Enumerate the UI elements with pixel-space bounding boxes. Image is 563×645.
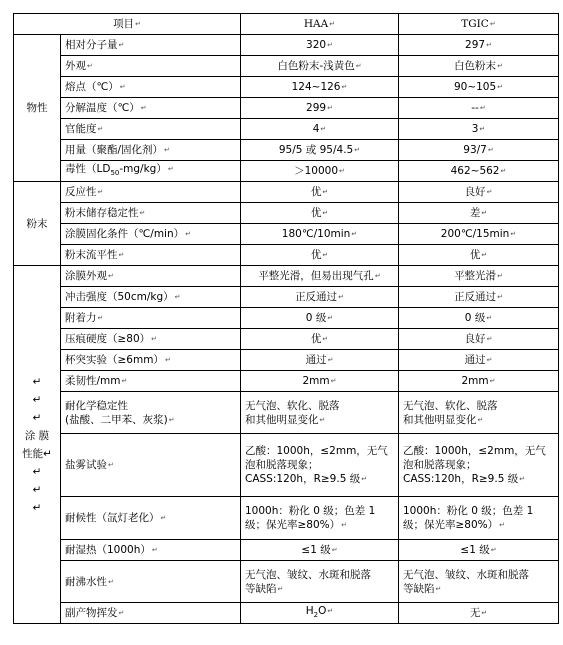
header-row [14, 14, 559, 35]
haa-value: O [318, 604, 327, 617]
group-label-line: ↵ [32, 465, 42, 478]
tgic-value-cell [399, 56, 559, 77]
paragraph-mark-icon: ↵ [108, 272, 114, 280]
tgic-value: 平整光滑 [454, 270, 497, 282]
paragraph-mark-icon: ↵ [140, 104, 147, 112]
tgic-value-cell [399, 287, 559, 308]
table-row [14, 119, 559, 140]
tgic-value: 200℃/15min [440, 228, 510, 240]
paragraph-mark-icon: ↵ [174, 293, 181, 301]
item-text: 附着力 [65, 312, 97, 324]
haa-value-cell [241, 35, 399, 56]
paragraph-mark-icon: ↵ [499, 521, 506, 529]
paragraph-mark-icon: ↵ [339, 167, 345, 175]
paragraph-mark-icon: ↵ [489, 20, 496, 28]
paragraph-mark-icon: ↵ [135, 20, 141, 28]
haa-value: 通过 [305, 354, 327, 366]
item-text: 耐候性（氙灯老化） [65, 512, 160, 524]
comparison-table [13, 13, 559, 624]
item-text: 压痕硬度（≥80） [65, 333, 151, 345]
table-row [14, 182, 559, 203]
table-row [14, 287, 559, 308]
table-row [14, 350, 559, 371]
haa-value: 正反通过 [295, 291, 338, 303]
paragraph-mark-icon: ↵ [486, 335, 493, 343]
header-tgic-label: TGIC [461, 18, 489, 30]
item-cell [61, 371, 241, 392]
tgic-value-cell [399, 329, 559, 350]
paragraph-mark-icon: ↵ [160, 514, 167, 522]
item-cell [61, 497, 241, 540]
paragraph-mark-icon: ↵ [497, 83, 504, 91]
tgic-value: 正反通过 [454, 291, 497, 303]
item-text: 柔韧性/mm [65, 375, 121, 387]
item-cell [61, 98, 241, 119]
paragraph-mark-icon: ↵ [361, 475, 368, 483]
tgic-value-line: 泡和脱落现象； [403, 459, 477, 471]
haa-value-line: CASS:120h，R≥9.5 级 [245, 473, 361, 485]
tgic-value-line: 和其他明显变化 [403, 413, 477, 426]
tgic-value-cell [399, 540, 559, 561]
item-text: 毒性（LD [65, 162, 111, 175]
haa-value-cell [241, 603, 399, 624]
haa-value-line: 乙酸：1000h，≤2mm，无气 [245, 445, 388, 457]
header-item-label: 项目 [113, 18, 135, 30]
paragraph-mark-icon: ↵ [490, 546, 497, 554]
tgic-value: 297 [465, 39, 486, 51]
table-row [14, 561, 559, 603]
tgic-value: 通过 [464, 354, 486, 366]
tgic-value-cell [399, 77, 559, 98]
tgic-value-cell [399, 98, 559, 119]
item-text: 粉末流平性 [65, 249, 118, 261]
paragraph-mark-icon: ↵ [327, 41, 333, 49]
table-row [14, 266, 559, 287]
haa-value-cell [241, 119, 399, 140]
paragraph-mark-icon: ↵ [486, 188, 493, 196]
paragraph-mark-icon: ↵ [151, 546, 158, 554]
tgic-value: 462~562 [450, 165, 500, 177]
tgic-value: 良好 [464, 333, 486, 345]
table-row [14, 98, 559, 119]
haa-value: 2mm [302, 375, 330, 387]
haa-value: 320 [306, 39, 327, 51]
haa-value: 299 [306, 102, 327, 114]
table-row [14, 77, 559, 98]
paragraph-mark-icon: ↵ [497, 293, 503, 301]
paragraph-mark-icon: ↵ [354, 146, 361, 154]
paragraph-mark-icon: ↵ [481, 209, 488, 217]
item-cell [61, 308, 241, 329]
table-row [14, 434, 559, 497]
paragraph-mark-icon: ↵ [327, 314, 334, 322]
paragraph-mark-icon: ↵ [486, 314, 493, 322]
tgic-value-cell [399, 371, 559, 392]
group-label-line: ↵ [32, 375, 42, 388]
paragraph-mark-icon: ↵ [277, 584, 284, 593]
item-cell [61, 77, 241, 98]
item-cell [61, 224, 241, 245]
group-label-line: ↵ [32, 411, 42, 424]
tgic-value-line: 无气泡、皱纹、水斑和脱落 [403, 568, 529, 581]
paragraph-mark-icon: ↵ [185, 230, 192, 238]
group-label-line: ↵ [32, 501, 42, 514]
haa-value-cell [241, 350, 399, 371]
haa-value-line: 1000h：粉化 0 级；色差 1 [245, 505, 376, 517]
haa-value: H [305, 604, 314, 617]
haa-value-cell [241, 266, 399, 287]
haa-value-cell [241, 161, 399, 182]
item-cell [61, 140, 241, 161]
item-cell [61, 392, 241, 434]
haa-value: 优 [310, 207, 322, 219]
paragraph-mark-icon: ↵ [97, 125, 104, 133]
item-cell [61, 161, 241, 182]
tgic-value-line: 乙酸：1000h，≤2mm，无气 [403, 445, 546, 457]
item-text: 反应性 [65, 186, 97, 198]
item-text: 涂膜外观 [65, 270, 107, 282]
tgic-value: 差 [469, 207, 481, 219]
table-row [14, 603, 559, 624]
table-body [14, 14, 559, 624]
item-cell [61, 266, 241, 287]
table-row [14, 203, 559, 224]
item-cell [61, 350, 241, 371]
haa-value: 4 [312, 123, 320, 135]
item-line: (盐酸、二甲苯、灰浆) [65, 413, 168, 426]
tgic-value-cell [399, 161, 559, 182]
haa-value: 95/5 或 95/4.5 [278, 144, 354, 156]
paragraph-mark-icon: ↵ [479, 104, 486, 112]
paragraph-mark-icon: ↵ [330, 377, 337, 385]
tgic-value-cell [399, 561, 559, 603]
haa-value-line: 和其他明显变化 [245, 413, 319, 426]
table-row [14, 161, 559, 182]
table-row [14, 540, 559, 561]
tgic-value-cell [399, 392, 559, 434]
tgic-value-cell [399, 245, 559, 266]
paragraph-mark-icon: ↵ [351, 230, 358, 238]
paragraph-mark-icon: ↵ [374, 272, 381, 280]
group-label [14, 35, 61, 182]
group-label [14, 182, 61, 266]
tgic-value-cell [399, 308, 559, 329]
paragraph-mark-icon: ↵ [519, 475, 526, 483]
paragraph-mark-icon: ↵ [119, 83, 126, 91]
item-subscript: 50 [110, 169, 120, 178]
tgic-value-cell [399, 182, 559, 203]
haa-value-cell [241, 203, 399, 224]
tgic-value-line: CASS:120h，R≥9.5 级 [403, 473, 519, 485]
paragraph-mark-icon: ↵ [489, 377, 496, 385]
haa-value-cell [241, 497, 399, 540]
tgic-value: 白色粉末 [454, 60, 497, 72]
tgic-value-line: 等缺陷 [403, 582, 435, 595]
paragraph-mark-icon: ↵ [479, 125, 486, 133]
haa-value-line: 等缺陷 [245, 582, 277, 595]
paragraph-mark-icon: ↵ [121, 377, 128, 385]
item-cell [61, 245, 241, 266]
tgic-value: 2mm [461, 375, 489, 387]
tgic-value: 93/7 [463, 144, 487, 156]
paragraph-mark-icon: ↵ [487, 146, 494, 154]
paragraph-mark-icon: ↵ [500, 167, 507, 175]
haa-value: 优 [310, 333, 322, 345]
haa-value-cell [241, 224, 399, 245]
tgic-value: 3 [471, 123, 479, 135]
haa-value-cell [241, 245, 399, 266]
item-text: 冲击强度（50cm/kg） [65, 291, 174, 303]
item-text: 分解温度（℃） [65, 102, 140, 114]
item-cell [61, 287, 241, 308]
paragraph-mark-icon: ↵ [329, 20, 336, 28]
paragraph-mark-icon: ↵ [164, 356, 171, 364]
table-row [14, 329, 559, 350]
paragraph-mark-icon: ↵ [327, 606, 334, 615]
tgic-value-cell [399, 350, 559, 371]
table-row [14, 392, 559, 434]
paragraph-mark-icon: ↵ [97, 188, 104, 196]
group-label-line: 性能↵ [22, 447, 52, 460]
tgic-value-cell [399, 497, 559, 540]
haa-value-line: 级；保光率≥80%） [245, 519, 341, 531]
tgic-value: 无 [469, 607, 481, 619]
haa-value-cell [241, 392, 399, 434]
paragraph-mark-icon: ↵ [108, 577, 114, 586]
group-label [14, 266, 61, 624]
group-label-line: 物性 [26, 102, 48, 114]
paragraph-mark-icon: ↵ [118, 41, 125, 49]
paragraph-mark-icon: ↵ [355, 62, 362, 70]
paragraph-mark-icon: ↵ [87, 62, 93, 70]
haa-value-cell [241, 329, 399, 350]
header-haa [241, 14, 399, 35]
item-cell [61, 329, 241, 350]
haa-value: 180℃/10min [281, 228, 351, 240]
haa-value: 124~126 [291, 81, 341, 93]
table-row [14, 224, 559, 245]
tgic-value: 90~105 [453, 81, 497, 93]
paragraph-mark-icon: ↵ [327, 104, 333, 112]
haa-value-cell [241, 98, 399, 119]
haa-value-cell [241, 540, 399, 561]
header-tgic [399, 14, 559, 35]
paragraph-mark-icon: ↵ [108, 461, 114, 469]
table-row [14, 56, 559, 77]
paragraph-mark-icon: ↵ [118, 609, 125, 617]
header-haa-label: HAA [303, 18, 329, 30]
table-row [14, 140, 559, 161]
item-cell [61, 203, 241, 224]
item-cell [61, 56, 241, 77]
haa-value-line: 无气泡、皱纹、水斑和脱落 [245, 568, 371, 581]
item-text: 粉末储存稳定性 [65, 207, 139, 219]
haa-value: 平整光滑，但易出现气孔 [258, 270, 374, 282]
paragraph-mark-icon: ↵ [327, 356, 334, 364]
tgic-value-cell [399, 224, 559, 245]
item-text: 外观 [65, 60, 86, 72]
paragraph-mark-icon: ↵ [497, 272, 503, 280]
paragraph-mark-icon: ↵ [322, 188, 329, 196]
tgic-value: 良好 [464, 186, 486, 198]
item-text: 相对分子量 [65, 39, 118, 51]
paragraph-mark-icon: ↵ [322, 209, 329, 217]
paragraph-mark-icon: ↵ [497, 62, 503, 70]
table-row [14, 497, 559, 540]
paragraph-mark-icon: ↵ [481, 251, 488, 259]
tgic-value-cell [399, 35, 559, 56]
paragraph-mark-icon: ↵ [167, 164, 174, 173]
haa-value-cell [241, 434, 399, 497]
paragraph-mark-icon: ↵ [486, 356, 493, 364]
haa-value-subscript: 2 [313, 611, 319, 620]
tgic-value-line: 无气泡、软化、脱落 [403, 399, 498, 412]
paragraph-mark-icon: ↵ [319, 415, 326, 424]
haa-value-cell [241, 77, 399, 98]
paragraph-mark-icon: ↵ [118, 251, 125, 259]
paragraph-mark-icon: ↵ [168, 415, 175, 424]
item-cell [61, 434, 241, 497]
paragraph-mark-icon: ↵ [341, 83, 348, 91]
paragraph-mark-icon: ↵ [151, 335, 158, 343]
paragraph-mark-icon: ↵ [435, 584, 442, 593]
paragraph-mark-icon: ↵ [477, 415, 484, 424]
table-row [14, 308, 559, 329]
header-item [14, 14, 241, 35]
tgic-value: 优 [469, 249, 481, 261]
haa-value-cell [241, 308, 399, 329]
haa-value: 白色粉末-浅黄色 [277, 60, 355, 72]
paragraph-mark-icon: ↵ [486, 41, 492, 49]
group-label-line: ↵ [32, 393, 42, 406]
haa-value-line: 无气泡、软化、脱落 [245, 399, 340, 412]
tgic-value: 0 级 [464, 312, 486, 324]
paragraph-mark-icon: ↵ [481, 609, 488, 617]
haa-value: ＞10000 [294, 165, 339, 177]
haa-value: 0 级 [305, 312, 327, 324]
item-text: 盐雾试验 [65, 459, 107, 471]
haa-value-cell [241, 56, 399, 77]
paragraph-mark-icon: ↵ [322, 251, 329, 259]
paragraph-mark-icon: ↵ [322, 335, 329, 343]
haa-value: ≤1 级 [301, 544, 331, 556]
item-text: 副产物挥发 [65, 607, 118, 619]
tgic-value-cell [399, 119, 559, 140]
haa-value-cell [241, 140, 399, 161]
item-line: 耐化学稳定性 [65, 399, 128, 412]
paragraph-mark-icon: ↵ [139, 209, 146, 217]
paragraph-mark-icon: ↵ [510, 230, 517, 238]
group-label-line: 粉末 [26, 217, 48, 230]
tgic-value-cell [399, 203, 559, 224]
haa-value-line: 泡和脱落现象； [245, 459, 319, 471]
tgic-value-cell [399, 603, 559, 624]
item-text: 杯突实验（≥6mm） [65, 354, 164, 366]
group-label-line: ↵ [32, 483, 42, 496]
tgic-value-line: 1000h：粉化 0 级；色差 1 [403, 505, 534, 517]
item-text: 用量（聚酯/固化剂） [65, 144, 164, 156]
item-cell [61, 540, 241, 561]
item-cell [61, 119, 241, 140]
item-text: -mg/kg） [119, 162, 167, 175]
item-text: 耐湿热（1000h） [65, 544, 151, 556]
item-text: 官能度 [65, 123, 97, 135]
tgic-value-cell [399, 140, 559, 161]
paragraph-mark-icon: ↵ [97, 314, 104, 322]
tgic-value-cell [399, 434, 559, 497]
item-text: 耐沸水性 [65, 575, 107, 588]
item-text: 熔点（℃） [65, 81, 119, 93]
tgic-value: ≤1 级 [460, 544, 490, 556]
haa-value-cell [241, 371, 399, 392]
tgic-value: -- [471, 102, 479, 114]
paragraph-mark-icon: ↵ [331, 546, 338, 554]
table-row [14, 245, 559, 266]
item-text: 涂膜固化条件（℃/min） [65, 228, 185, 240]
tgic-value-cell [399, 266, 559, 287]
haa-value-cell [241, 182, 399, 203]
group-label-line: 涂 膜 [24, 429, 50, 442]
paragraph-mark-icon: ↵ [164, 146, 170, 154]
haa-value: 优 [310, 249, 322, 261]
item-cell [61, 35, 241, 56]
paragraph-mark-icon: ↵ [341, 521, 348, 529]
table-row [14, 371, 559, 392]
item-cell [61, 561, 241, 603]
item-cell [61, 603, 241, 624]
haa-value-cell [241, 561, 399, 603]
haa-value-cell [241, 287, 399, 308]
haa-value: 优 [310, 186, 322, 198]
paragraph-mark-icon: ↵ [338, 293, 344, 301]
item-cell [61, 182, 241, 203]
tgic-value-line: 级；保光率≥80%） [403, 519, 499, 531]
paragraph-mark-icon: ↵ [320, 125, 327, 133]
table-row [14, 35, 559, 56]
